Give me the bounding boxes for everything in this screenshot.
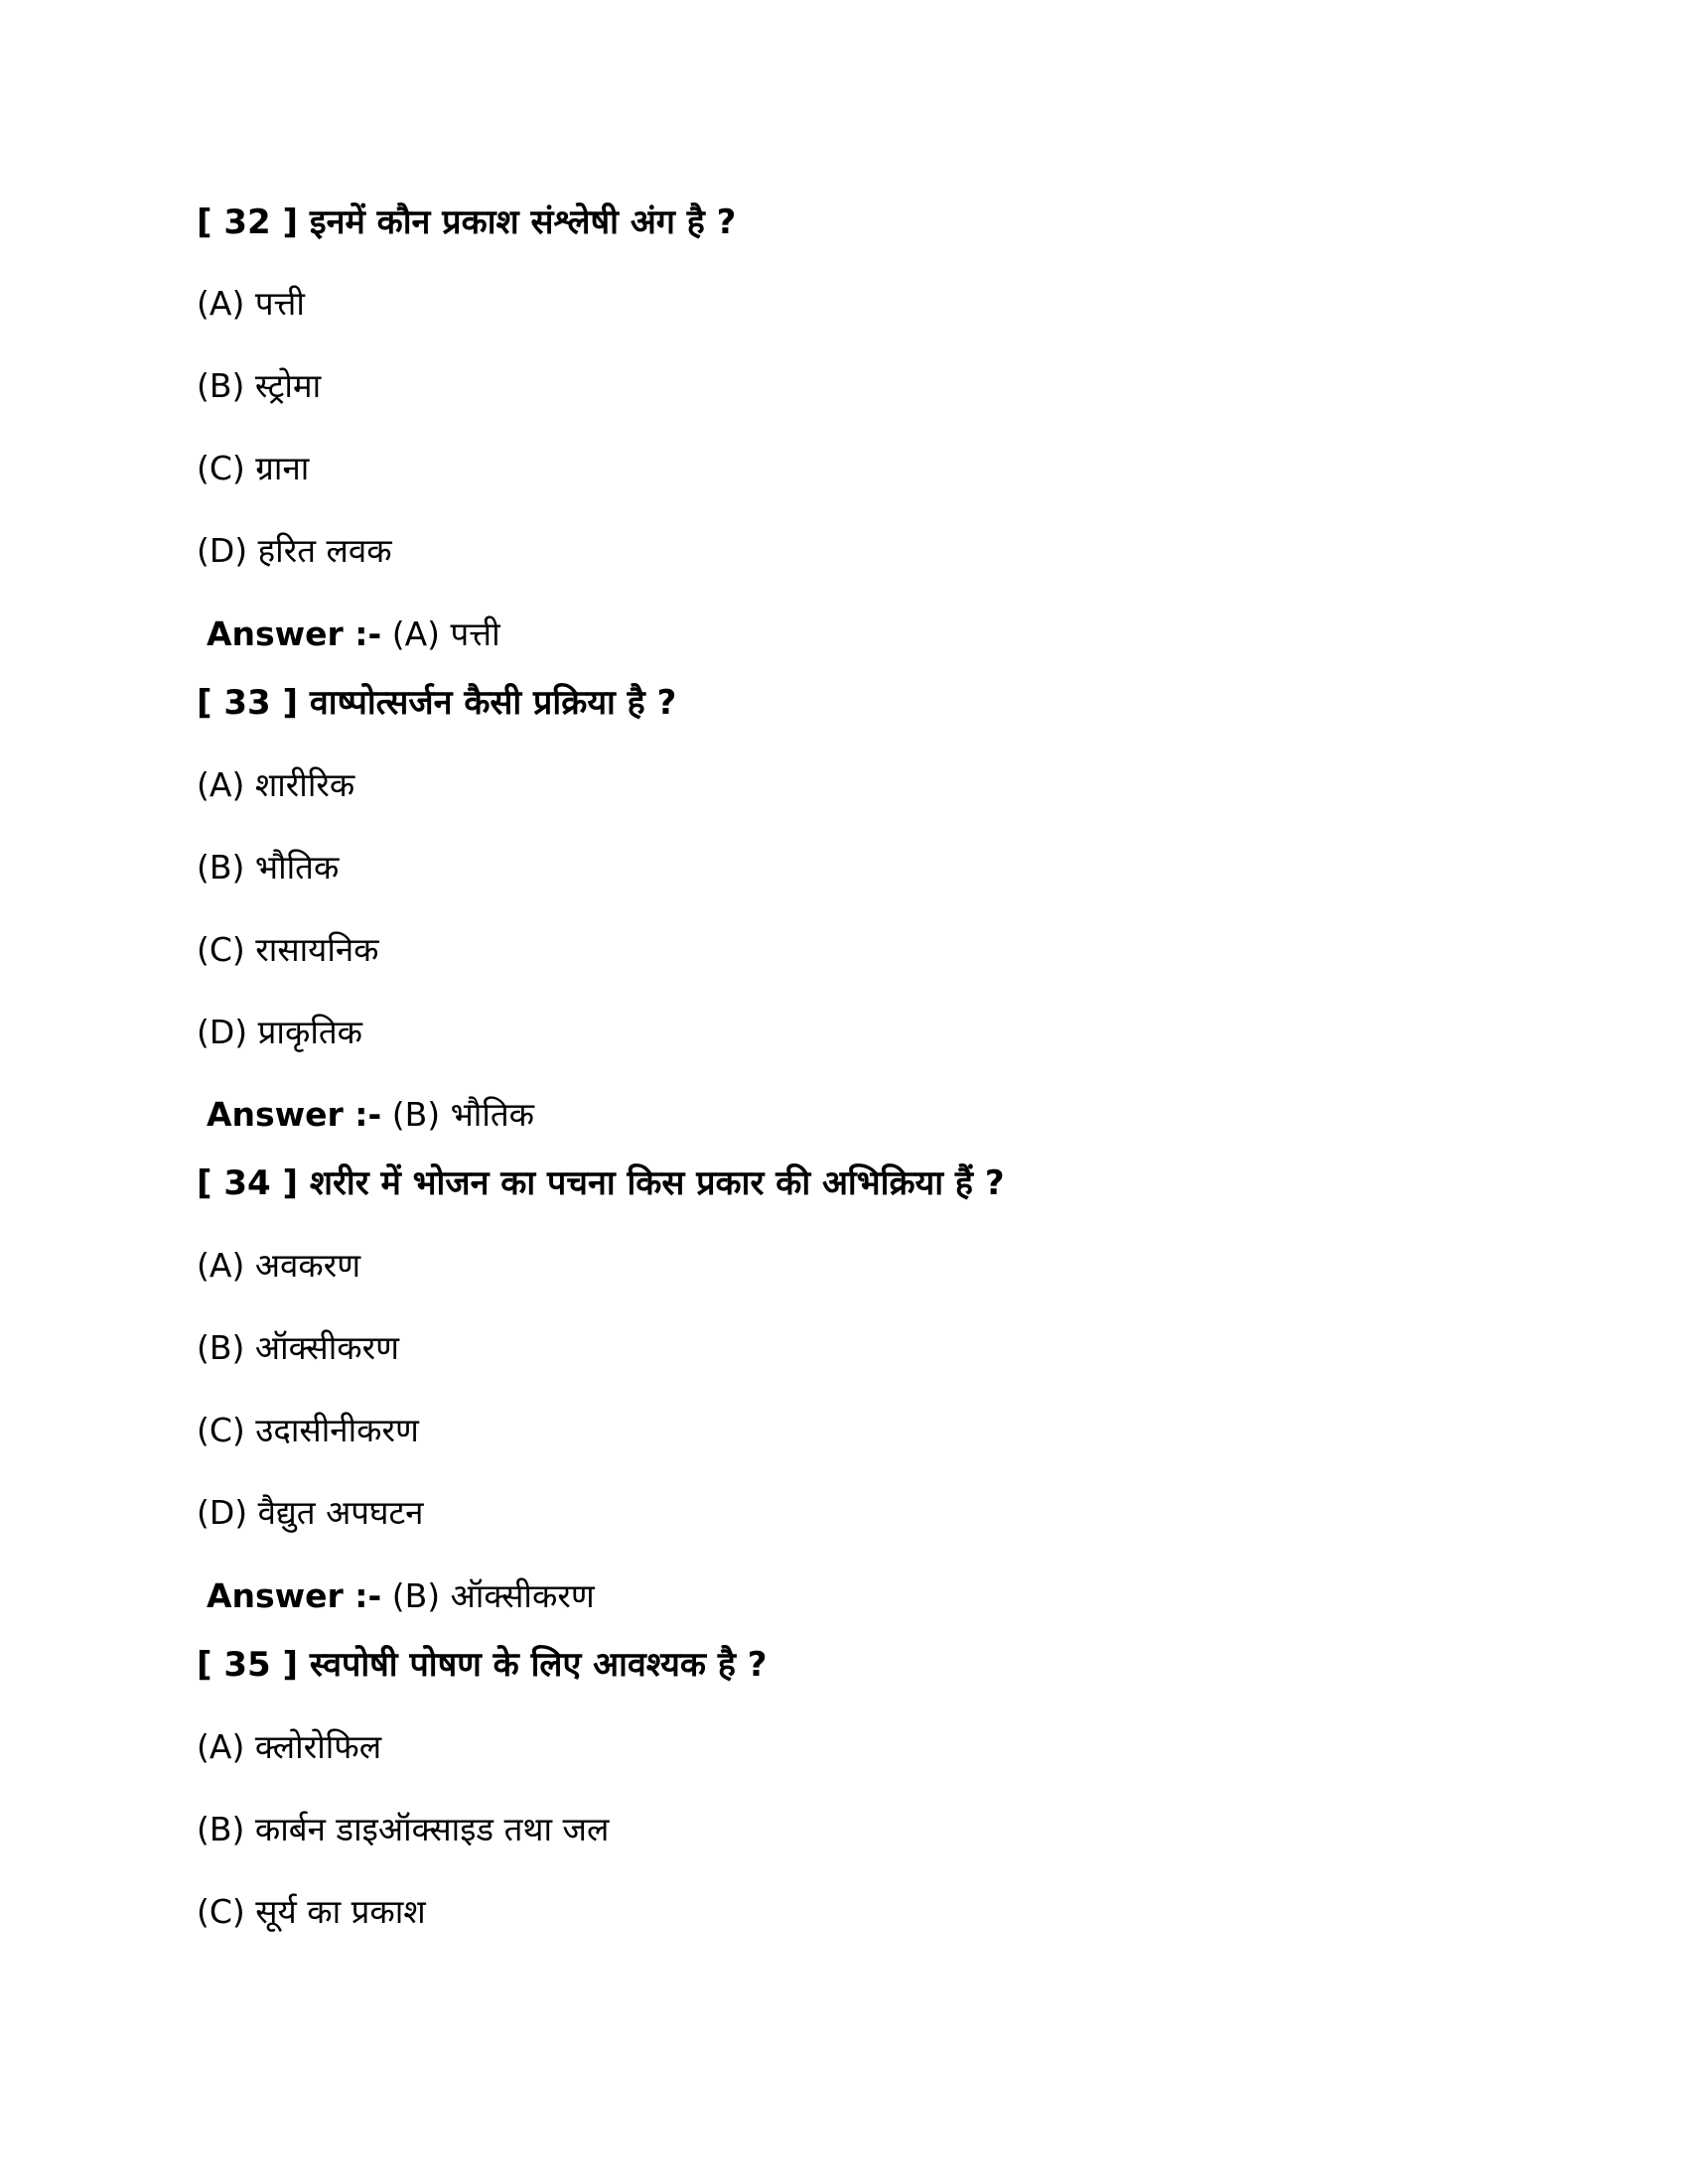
answer-value: (A) पत्ती bbox=[391, 614, 500, 653]
option-a: (A) पत्ती bbox=[197, 284, 305, 323]
question-title: [ 32 ] इनमें कौन प्रकाश संश्लेषी अंग है ? bbox=[197, 203, 737, 242]
option-c: (C) सूर्य का प्रकाश bbox=[197, 1892, 426, 1931]
answer-label: Answer :- bbox=[207, 1576, 382, 1615]
option-a: (A) शारीरिक bbox=[197, 765, 355, 804]
option-b: (B) स्ट्रोमा bbox=[197, 366, 322, 405]
answer-line bbox=[207, 613, 500, 656]
option-b: (B) कार्बन डाइऑक्साइड तथा जल bbox=[197, 1810, 610, 1848]
answer-label: Answer :- bbox=[207, 1095, 382, 1134]
option-d: (D) हरित लवक bbox=[197, 531, 392, 570]
answer-value: (B) भौतिक bbox=[391, 1095, 535, 1134]
option-c: (C) ग्राना bbox=[197, 449, 310, 487]
answer-value: (B) ऑक्सीकरण bbox=[391, 1576, 595, 1615]
option-d: (D) वैद्युत अपघटन bbox=[197, 1493, 424, 1532]
option-b: (B) भौतिक bbox=[197, 848, 340, 887]
option-a: (A) अवकरण bbox=[197, 1246, 361, 1285]
option-c: (C) रासायनिक bbox=[197, 930, 379, 969]
option-d: (D) प्राकृतिक bbox=[197, 1013, 363, 1051]
option-c: (C) उदासीनीकरण bbox=[197, 1411, 419, 1449]
answer-label: Answer :- bbox=[207, 614, 382, 653]
question-title: [ 35 ] स्वपोषी पोषण के लिए आवश्यक है ? bbox=[197, 1645, 768, 1685]
question-title: [ 33 ] वाष्पोत्सर्जन कैसी प्रक्रिया है ? bbox=[197, 683, 677, 723]
answer-line bbox=[207, 1093, 534, 1137]
option-b: (B) ऑक्सीकरण bbox=[197, 1328, 399, 1367]
option-a: (A) क्लोरोफिल bbox=[197, 1727, 382, 1766]
answer-line bbox=[207, 1574, 595, 1618]
question-title: [ 34 ] शरीर में भोजन का पचना किस प्रकार की अभिक्रिया हैं ? bbox=[197, 1163, 1005, 1203]
